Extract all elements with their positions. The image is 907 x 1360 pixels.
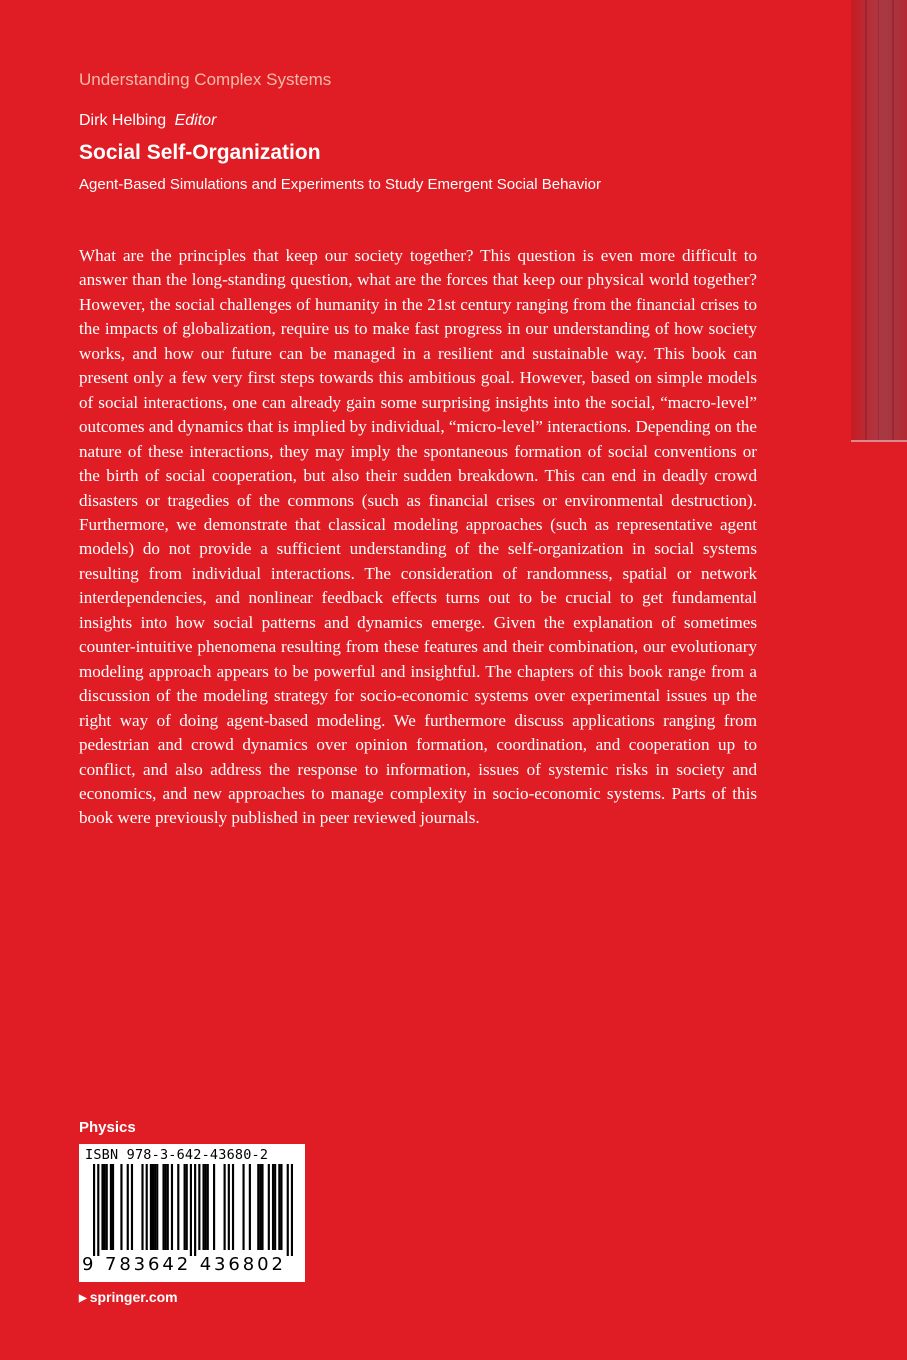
barcode-bar xyxy=(110,1164,112,1250)
barcode-bar xyxy=(224,1164,226,1250)
barcode-bar xyxy=(146,1164,148,1250)
barcode-bar xyxy=(205,1164,207,1250)
barcode-bar xyxy=(242,1164,244,1250)
website-text: springer.com xyxy=(89,1289,178,1305)
barcode-bar xyxy=(274,1164,276,1250)
barcode-bar xyxy=(177,1164,179,1250)
barcode-bar xyxy=(171,1164,173,1250)
barcode-bar xyxy=(232,1164,234,1250)
barcode-bar xyxy=(268,1164,270,1250)
barcode-bar xyxy=(101,1164,103,1250)
barcode-bar xyxy=(131,1164,133,1250)
barcode-bar xyxy=(190,1164,192,1256)
isbn-barcode xyxy=(79,1144,305,1282)
barcode-bar xyxy=(154,1164,156,1250)
barcode-bar xyxy=(194,1164,196,1256)
barcode-bar xyxy=(184,1164,186,1250)
publisher-website[interactable] xyxy=(79,1289,178,1305)
barcode-bar xyxy=(152,1164,154,1250)
ean-digits: 9 783642 436802 xyxy=(82,1254,286,1275)
editor-role: Editor xyxy=(174,112,217,129)
book-title: Social Self-Organization xyxy=(79,141,321,164)
barcode-bar xyxy=(165,1164,167,1250)
barcode-bar xyxy=(280,1164,282,1250)
barcode-bar xyxy=(120,1164,122,1250)
barcode-bars xyxy=(93,1164,293,1256)
barcode-bar xyxy=(93,1164,95,1256)
barcode-bar xyxy=(259,1164,261,1250)
barcode-bar xyxy=(104,1164,106,1250)
book-subtitle: Agent-Based Simulations and Experiments to Study Emergent Social Behavior xyxy=(79,176,601,193)
editor-name: Dirk Helbing xyxy=(79,112,167,129)
barcode-bar xyxy=(213,1164,215,1250)
spine-image-strip xyxy=(851,0,907,442)
barcode-bar xyxy=(141,1164,143,1250)
barcode-bar xyxy=(162,1164,164,1250)
subject-category: Physics xyxy=(79,1119,136,1136)
barcode-bar xyxy=(291,1164,293,1256)
arrow-right-icon: ▶ xyxy=(79,1293,87,1304)
barcode-bar xyxy=(202,1164,204,1250)
series-name: Understanding Complex Systems xyxy=(79,70,332,89)
barcode-bar xyxy=(167,1164,169,1250)
barcode-bar xyxy=(261,1164,263,1250)
book-description: What are the principles that keep our society together? This question is even more difficult to answer than the long-standing question, what are the forces that keep our physical world together? However, the social challenges of humanity in the 21st century ranging from the financial crises to the impacts of globalization, require us to make fast progress in our understanding of how society works, and how our future can be managed in a resilient and sustainable way. This book can present only a few very first steps towards this ambitious goal. However, based on simple models of social interactions, one can already gain some surprising insights into the social, “macro-level” outcomes and dynamics that is implied by individual, “micro-level” interactions. Depending on the nature of these interactions, they may imply the spontaneous formation of social conventions or the birth of social cooperation, but also their sudden breakdown. This can end in deadly crowd disasters or tragedies of the commons (such as financial crises or environmental destruction). Furthermore, we demonstrate that classical modeling approaches (such as representative agent models) do not provide a sufficient understanding of the self-organization in social systems resulting from individual interactions. The consideration of randomness, spatial or network interdependencies, and nonlinear feedback effects turns out to be crucial to get fundamental insights into how social patterns and dynamics emerge. Given the explanation of sometimes counter-intuitive phenomena resulting from these features and their combination, our evolutionary modeling approach appears to be powerful and insightful. The chapters of this book range from a discussion of the modeling strategy for socio-economic systems over experimental issues up the right way of doing agent-based modeling. We furthermore discuss applications ranging from pedestrian and crowd dynamics over opinion formation, coordination, and cooperation up to conflict, and also address the response to information, issues of systemic risks in society and economics, and new approaches to manage complexity in socio-economic systems. Parts of this book were previously published in peer reviewed journals. xyxy=(79,246,757,828)
barcode-bar xyxy=(97,1164,99,1256)
barcode-bar xyxy=(207,1164,209,1250)
barcode-bar xyxy=(156,1164,158,1250)
isbn-label: ISBN 978-3-642-43680-2 xyxy=(85,1147,269,1163)
barcode-bar xyxy=(106,1164,108,1250)
barcode-bar xyxy=(198,1164,200,1250)
editor-line xyxy=(79,112,216,130)
barcode-bar xyxy=(112,1164,114,1250)
barcode-bar xyxy=(150,1164,152,1250)
barcode-bar xyxy=(127,1164,129,1250)
barcode-bar xyxy=(249,1164,251,1250)
barcode-bar xyxy=(228,1164,230,1250)
barcode-bar xyxy=(186,1164,188,1250)
barcode-bar xyxy=(257,1164,259,1250)
barcode-bar xyxy=(278,1164,280,1250)
barcode-bar xyxy=(287,1164,289,1256)
barcode-bar xyxy=(272,1164,274,1250)
